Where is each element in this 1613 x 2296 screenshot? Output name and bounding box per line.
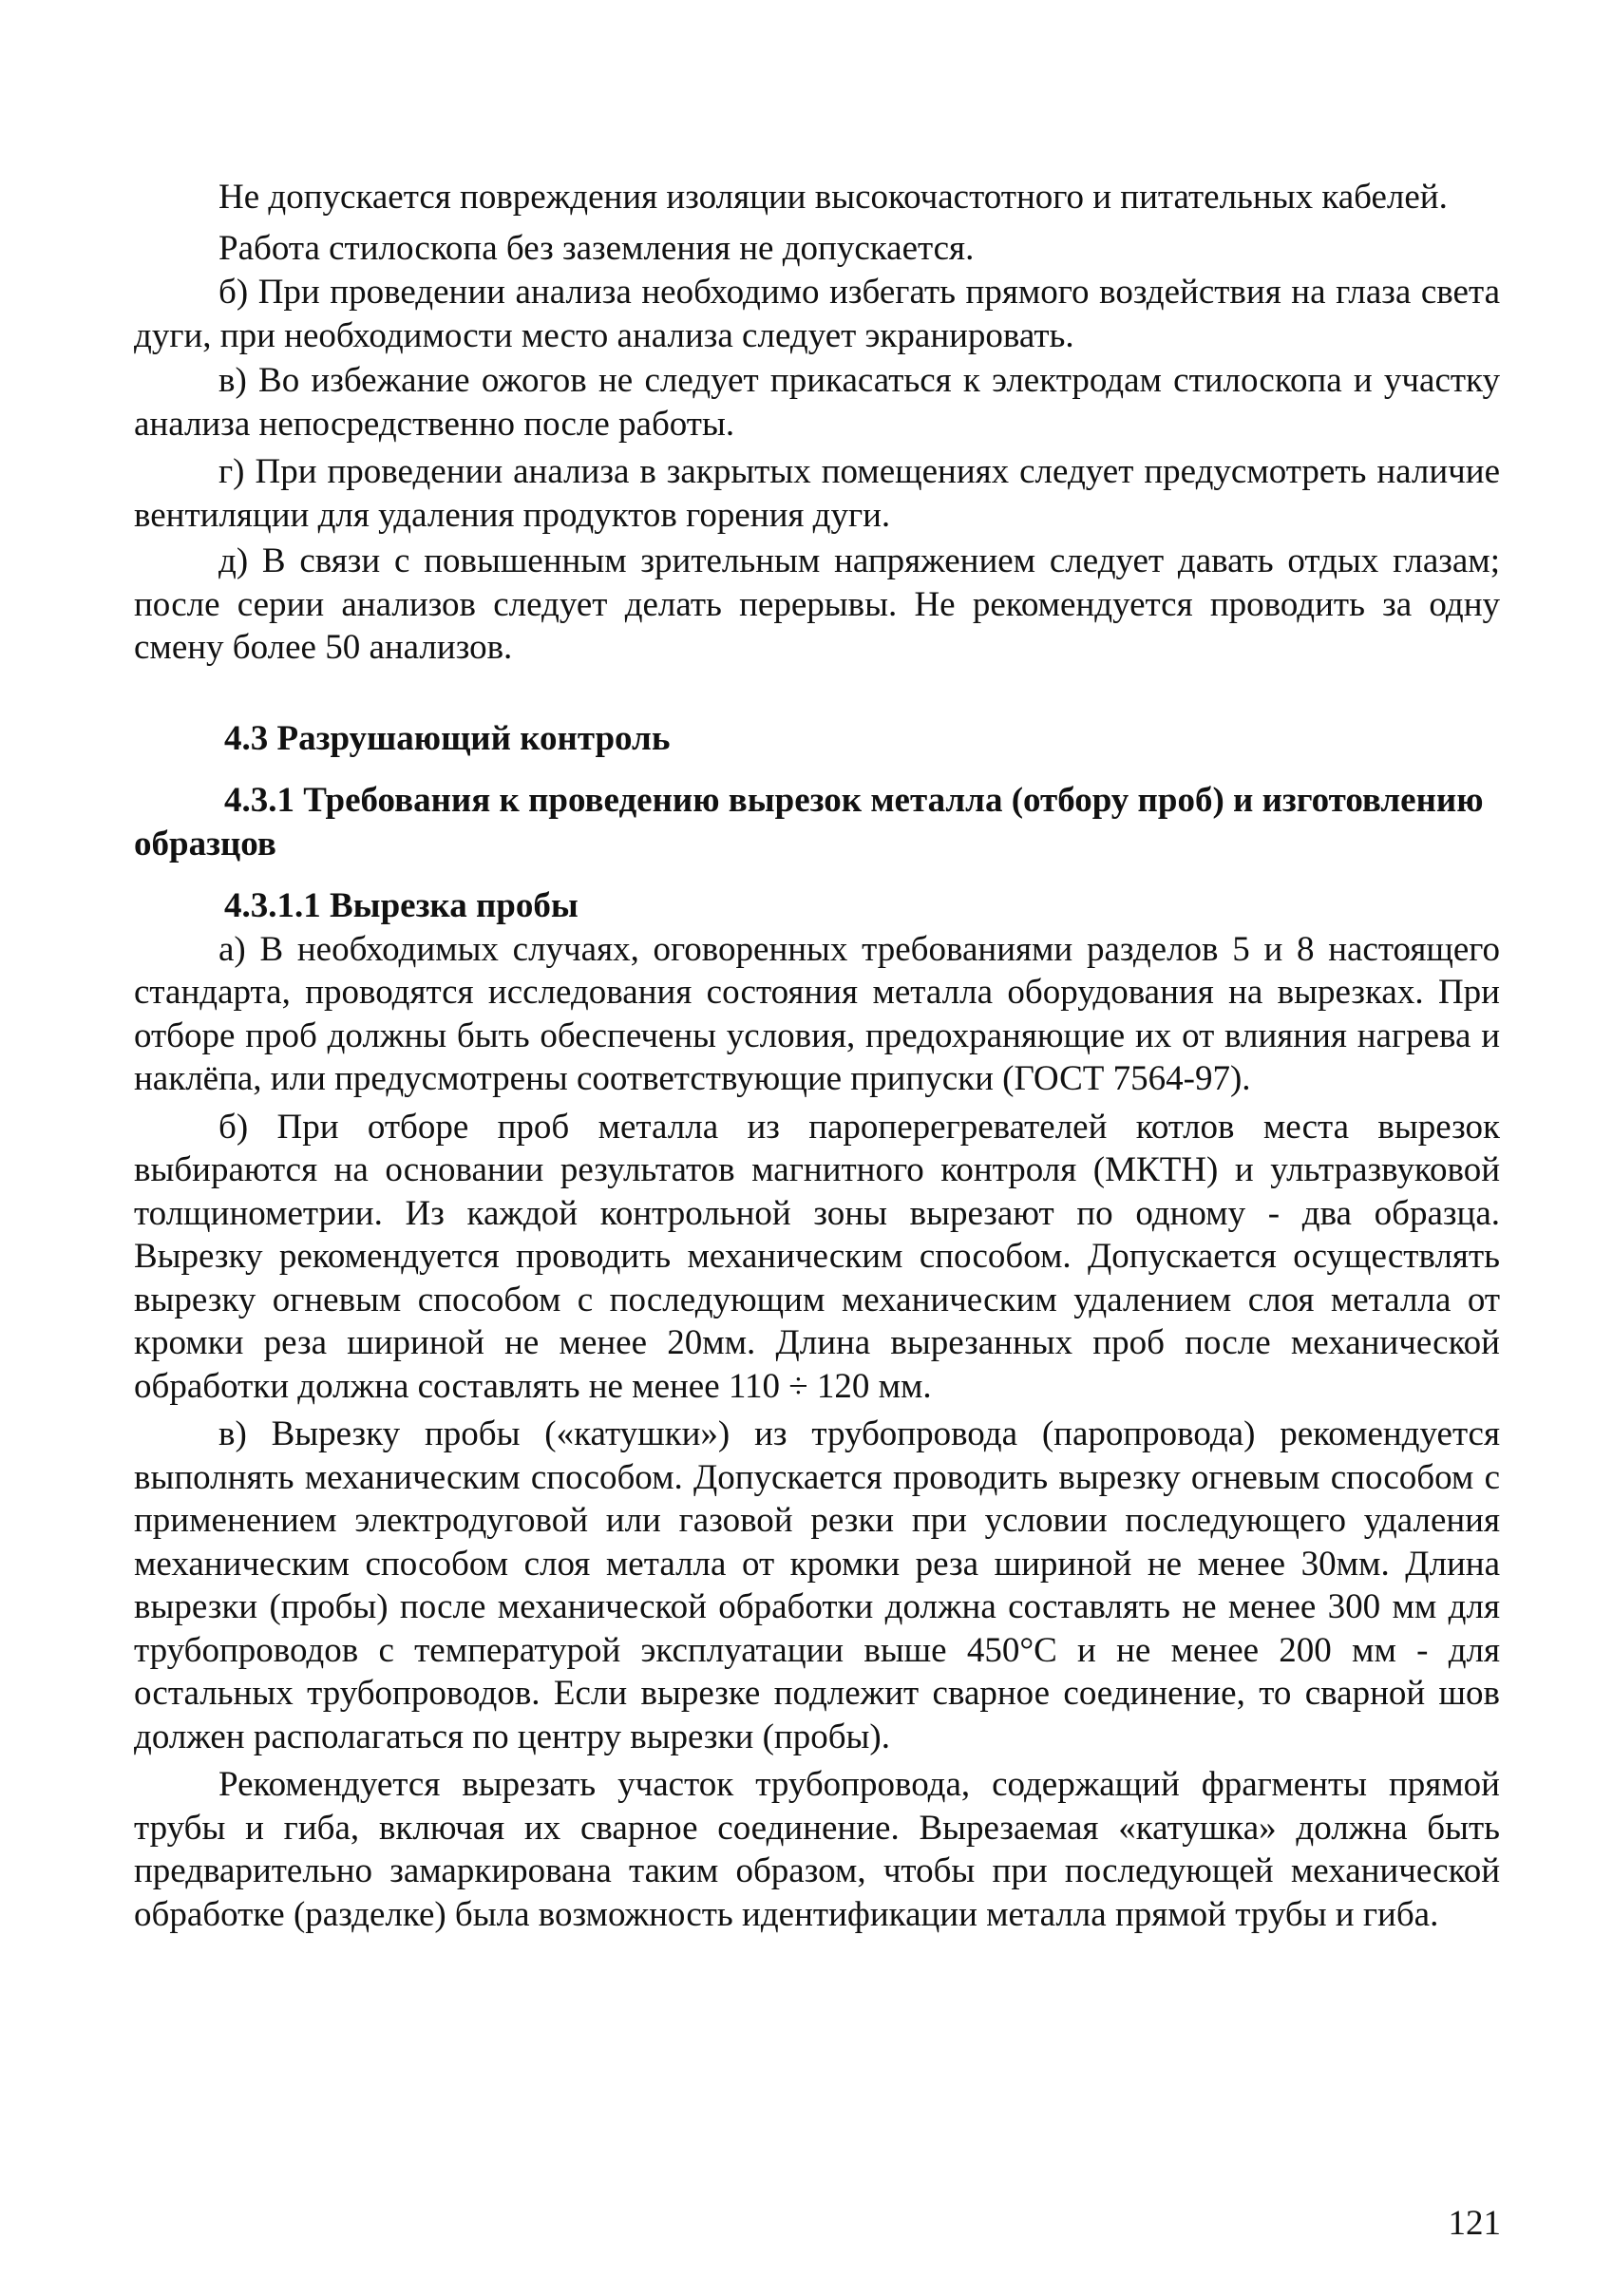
paragraph-item-b-arc-light: б) При проведении анализа необходимо избегать прямого воздействия на глаза света дуги, при необходимости место анализа следует экранировать. — [134, 273, 1500, 355]
paragraph-grounding: Работа стилоскопа без заземления не допускается. — [218, 228, 975, 268]
paragraph-item-v-burns: в) Во избежание ожогов не следует прикасаться к электродам стилоскопа и участку анализа непосредственно после работы. — [134, 361, 1500, 444]
paragraph-item-g-ventilation: г) При проведении анализа в закрытых помещениях следует предусмотреть наличие вентиляции для удаления продуктов горения дуги. — [134, 452, 1500, 535]
paragraph-item-v-pipeline: в) Вырезку пробы («катушки») из трубопровода (паропровода) рекомендуется выполнять механическим способом. Допускается проводить вырезку огневым способом с применением электродуговой или газовой резки при условии последующего удаления механическим способом слоя металла от кромки реза шириной не менее 30мм. Длина вырезки (пробы) после механической обработки должна составлять не менее 300 мм для трубопроводов с температурой эксплуатации выше 450°C и не менее 200 мм - для остальных трубопроводов. Если вырезке подлежит сварное соединение, то сварной шов должен располагаться по центру вырезки (пробы). — [134, 1414, 1500, 1756]
paragraph-insulation: Не допускается повреждения изоляции высокочастотного и питательных кабелей. — [218, 178, 1448, 217]
paragraph-item-a-cutouts: а) В необходимых случаях, оговоренных требованиями разделов 5 и 8 настоящего стандарта, проводятся исследования состояния металла оборудования на вырезках. При отборе проб должны быть обеспечены условия, предохраняющие их от влияния нагрева и наклёпа, или предусмотрены соответствующие припуски (ГОСТ 7564-97). — [134, 929, 1500, 1098]
page-number: 121 — [1448, 2204, 1501, 2243]
subsection-heading: 4.3.1 Требования к проведению вырезок металла (отбору проб) и изготовлению образцов — [134, 781, 1484, 863]
page-content — [134, 176, 1500, 1936]
paragraph-item-d-eye-rest: д) В связи с повышенным зрительным напряжением следует давать отдых глазам; после серии анализов следует делать перерывы. Не рекомендуется проводить за одну смену более 50 анализов. — [134, 541, 1500, 667]
subsubsection-heading: 4.3.1.1 Вырезка пробы — [224, 886, 579, 925]
paragraph-recommendation: Рекомендуется вырезать участок трубопровода, содержащий фрагменты прямой трубы и гиба, включая их сварное соединение. Вырезаемая «катушка» должна быть предварительно замаркирована таким образом, чтобы при последующей механической обработке (разделке) была возможность идентификации металла прямой трубы и гиба. — [134, 1765, 1500, 1934]
paragraph-item-b-superheaters: б) При отборе проб металла из пароперегревателей котлов места вырезок выбираются на основании результатов магнитного контроля (МКТН) и ультразвуковой толщинометрии. Из каждой контрольной зоны вырезают по одному - два образца. Вырезку рекомендуется проводить механическим способом. Допускается осуществлять вырезку огневым способом с последующим механическим удалением слоя металла от кромки реза шириной не менее 20мм. Длина вырезанных проб после механической обработки должна составлять не менее 110 ÷ 120 мм. — [134, 1107, 1500, 1406]
section-heading: 4.3 Разрушающий контроль — [224, 718, 671, 758]
